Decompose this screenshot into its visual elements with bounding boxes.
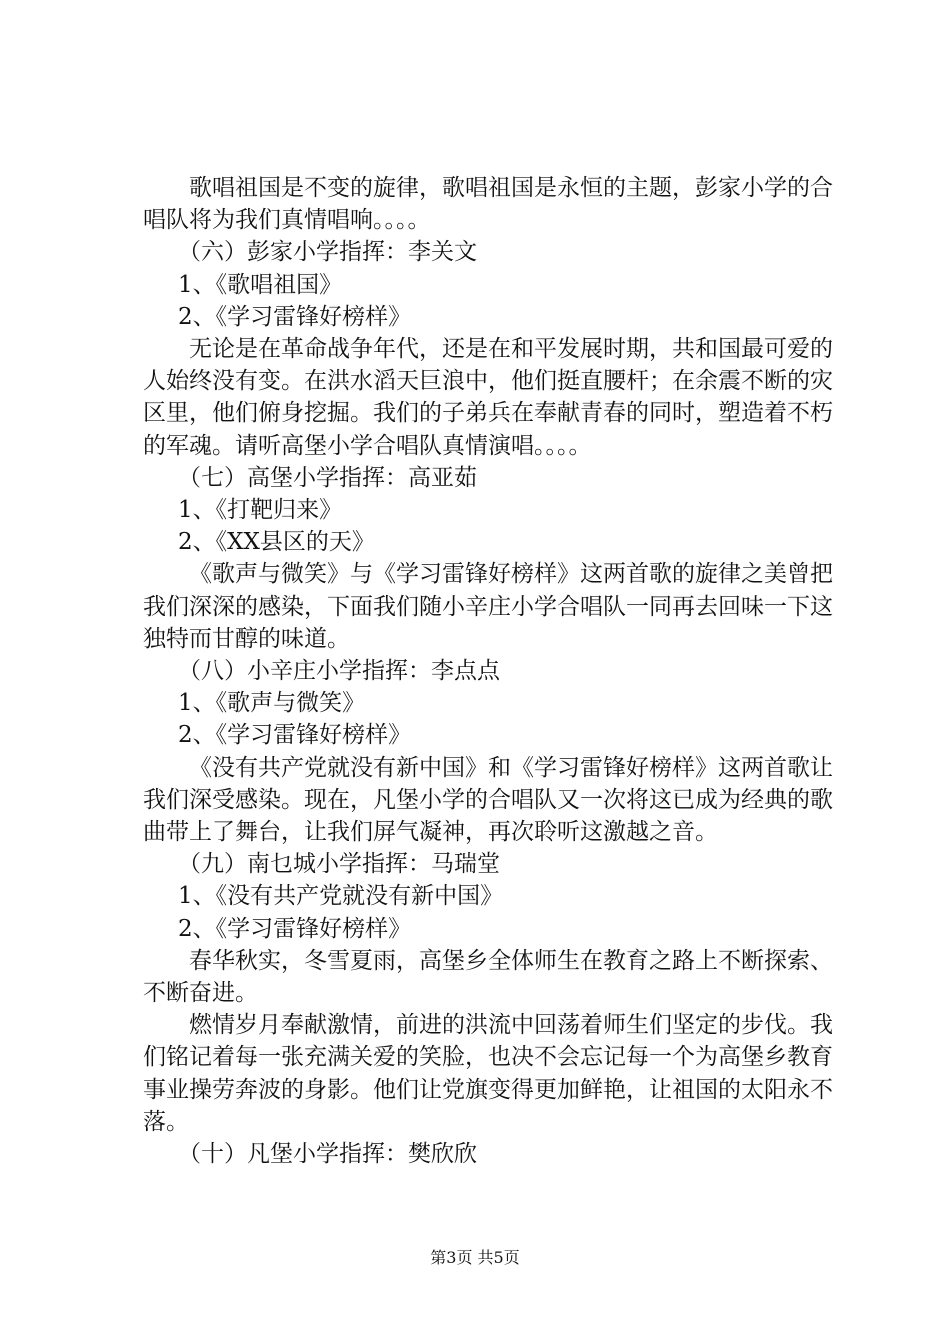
paragraph: 燃情岁月奉献激情，前进的洪流中回荡着师生们坚定的步伐。我们铭记着每一张充满关爱的笑脸，也决不会忘记每一个为高堡乡教育事业操劳奔波的身影。他们让党旗变得更加鲜艳，让祖国的太阳永不落。 bbox=[143, 1012, 833, 1135]
section-heading: （八）小辛庄小学指挥：李点点 bbox=[178, 658, 500, 685]
page-footer bbox=[0, 1245, 950, 1268]
paragraph: 《歌声与微笑》与《学习雷锋好榜样》这两首歌的旋律之美曾把我们深深的感染，下面我们随小辛庄小学合唱队一同再去回味一下这独特而甘醇的味道。 bbox=[143, 561, 833, 652]
paragraph: 无论是在革命战争年代，还是在和平发展时期，共和国最可爱的人始终没有变。在洪水滔天巨浪中，他们挺直腰杆；在余震不断的灾区里，他们俯身挖掘。我们的子弟兵在奉献青春的同时，塑造着不朽的军魂。请听高堡小学合唱队真情演唱。。。。 bbox=[143, 336, 833, 459]
song-item: 2、《学习雷锋好榜样》 bbox=[178, 722, 412, 749]
song-item: 1、《打靶归来》 bbox=[178, 497, 343, 524]
section-heading: （七）高堡小学指挥：高亚茹 bbox=[178, 464, 477, 491]
section-heading: （十）凡堡小学指挥：樊欣欣 bbox=[178, 1141, 477, 1168]
section-heading: （九）南乜城小学指挥：马瑞堂 bbox=[178, 851, 500, 878]
song-item: 1、《歌唱祖国》 bbox=[178, 271, 343, 298]
page-number: 第3页 共5页 bbox=[430, 1248, 520, 1267]
song-item: 1、《歌声与微笑》 bbox=[178, 690, 366, 717]
song-item: 2、《XX县区的天》 bbox=[178, 529, 375, 556]
paragraph: 春华秋实，冬雪夏雨，高堡乡全体师生在教育之路上不断探索、不断奋进。 bbox=[143, 947, 833, 1007]
paragraph: 歌唱祖国是不变的旋律，歌唱祖国是永恒的主题，彭家小学的合唱队将为我们真情唱响。。。。 bbox=[143, 175, 833, 234]
document-body bbox=[143, 172, 833, 1170]
song-item: 2、《学习雷锋好榜样》 bbox=[178, 915, 412, 942]
song-item: 2、《学习雷锋好榜样》 bbox=[178, 303, 412, 330]
section-heading: （六）彭家小学指挥：李关文 bbox=[178, 239, 477, 266]
song-item: 1、《没有共产党就没有新中国》 bbox=[178, 883, 504, 910]
paragraph: 《没有共产党就没有新中国》和《学习雷锋好榜样》这两首歌让我们深受感染。现在，凡堡小学的合唱队又一次将这已成为经典的歌曲带上了舞台，让我们屏气凝神，再次聆听这激越之音。 bbox=[143, 754, 833, 846]
